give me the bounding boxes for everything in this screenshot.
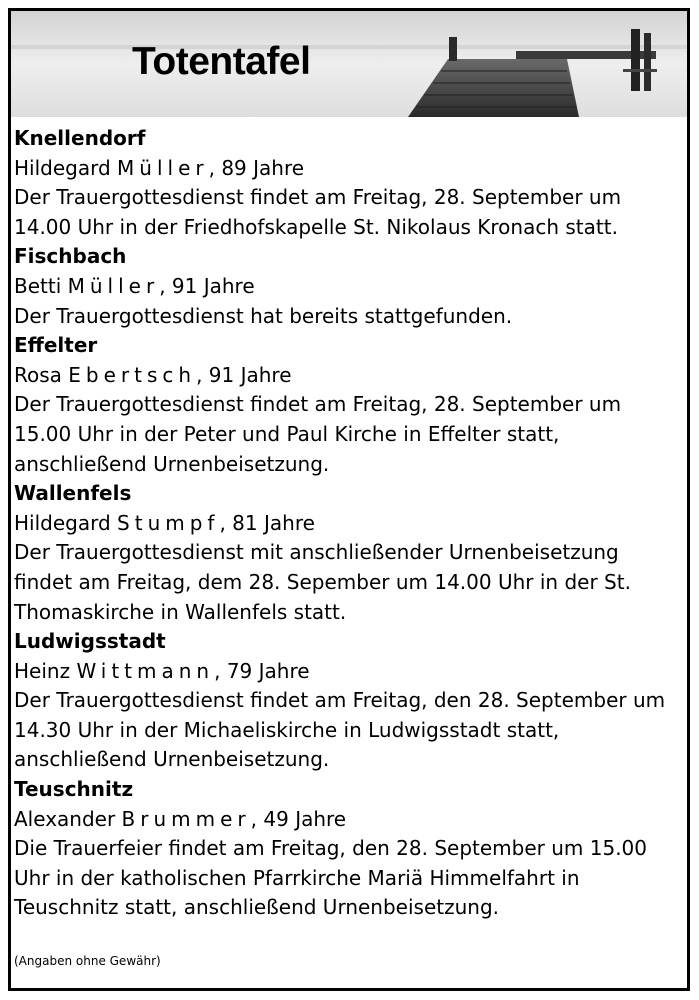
service-details-line: Thomaskirche in Wallenfels statt. bbox=[14, 599, 347, 624]
header-banner bbox=[11, 11, 687, 117]
service-details-line: Der Trauergottesdienst findet am Freitag, 28. September um bbox=[14, 392, 622, 417]
obituary-list bbox=[14, 124, 682, 923]
obituary-entry bbox=[14, 242, 682, 331]
obituary-notice bbox=[8, 8, 690, 991]
service-details-line: anschließend Urnenbeisetzung. bbox=[14, 451, 330, 476]
first-name: Heinz bbox=[14, 658, 71, 683]
surname: Brummer bbox=[121, 806, 251, 831]
service-details-line: Teuschnitz statt, anschließend Urnenbeisetzung. bbox=[14, 895, 499, 920]
page-title: Totentafel bbox=[132, 40, 311, 83]
first-name: Rosa bbox=[14, 362, 62, 387]
service-details-line: Der Trauergottesdienst findet am Freitag, 28. September um bbox=[14, 185, 622, 210]
obituary-entry bbox=[14, 479, 682, 627]
surname: Stumpf bbox=[117, 510, 220, 535]
age: , 79 Jahre bbox=[214, 658, 310, 683]
obituary-entry bbox=[14, 124, 682, 242]
place-name: Effelter bbox=[14, 333, 98, 358]
deceased-name-line bbox=[14, 361, 682, 391]
deceased-name-line bbox=[14, 805, 682, 835]
age: , 91 Jahre bbox=[159, 273, 255, 298]
age: , 89 Jahre bbox=[208, 155, 305, 180]
place-name: Fischbach bbox=[14, 244, 127, 269]
deceased-name-line bbox=[14, 272, 682, 302]
lake-jetty-photo-icon bbox=[11, 11, 687, 117]
service-details-line: Der Trauergottesdienst findet am Freitag, den 28. September um bbox=[14, 688, 666, 713]
surname: Wittmann bbox=[76, 658, 215, 683]
obituary-entry bbox=[14, 331, 682, 479]
age: , 81 Jahre bbox=[219, 510, 315, 535]
place-name: Knellendorf bbox=[14, 126, 146, 150]
deceased-name-line bbox=[14, 509, 682, 539]
obituary-entry bbox=[14, 775, 682, 923]
service-details-line: Uhr in der katholischen Pfarrkirche Mariä Himmelfahrt in bbox=[14, 865, 580, 890]
first-name: Hildegard bbox=[14, 510, 111, 535]
service-details-line: Der Trauergottesdienst hat bereits stattgefunden. bbox=[14, 303, 513, 328]
surname: Müller bbox=[117, 155, 209, 180]
place-name: Teuschnitz bbox=[14, 777, 134, 802]
surname: Ebertsch bbox=[68, 362, 197, 387]
disclaimer: (Angaben ohne Gewähr) bbox=[14, 954, 161, 968]
deceased-name-line bbox=[14, 657, 682, 687]
first-name: Betti bbox=[14, 273, 62, 298]
age: , 91 Jahre bbox=[196, 362, 292, 387]
service-details-line: Der Trauergottesdienst mit anschließender Urnenbeisetzung bbox=[14, 540, 619, 565]
surname: Müller bbox=[67, 273, 160, 298]
obituary-entry bbox=[14, 627, 682, 775]
place-name: Wallenfels bbox=[14, 481, 132, 506]
place-name: Ludwigsstadt bbox=[14, 629, 166, 654]
service-details-line: anschließend Urnenbeisetzung. bbox=[14, 747, 330, 772]
service-details-line: 14.30 Uhr in der Michaeliskirche in Ludwigsstadt statt, bbox=[14, 717, 560, 742]
first-name: Hildegard bbox=[14, 155, 111, 180]
first-name: Alexander bbox=[14, 806, 116, 831]
deceased-name-line bbox=[14, 154, 682, 184]
service-details-line: findet am Freitag, dem 28. Sepember um 14.00 Uhr in der St. bbox=[14, 569, 631, 594]
service-details-line: 14.00 Uhr in der Friedhofskapelle St. Nikolaus Kronach statt. bbox=[14, 214, 618, 239]
service-details-line: 15.00 Uhr in der Peter und Paul Kirche in Effelter statt, bbox=[14, 421, 560, 446]
age: , 49 Jahre bbox=[250, 806, 347, 831]
service-details-line: Die Trauerfeier findet am Freitag, den 28. September um 15.00 bbox=[14, 836, 648, 861]
